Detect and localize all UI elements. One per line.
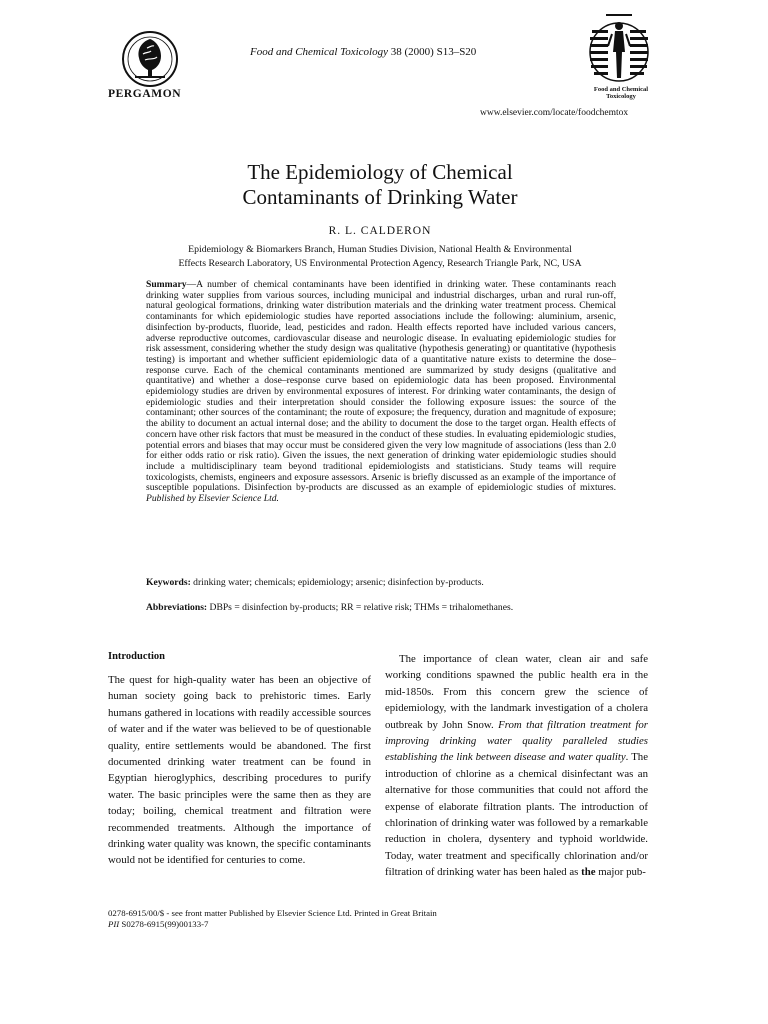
- journal-url[interactable]: www.elsevier.com/locate/foodchemtox: [480, 108, 629, 118]
- journal-citation: [250, 46, 476, 58]
- affiliation-line-2: Effects Research Laboratory, US Environmental Protection Agency, Research Triangle Park, NC, USA: [178, 258, 582, 269]
- article-author: R. L. CALDERON: [328, 225, 432, 237]
- summary-abstract: [146, 280, 616, 505]
- elsevier-tree-emblem-icon: [121, 30, 179, 88]
- right-paragraph-part-3: major pub-: [595, 866, 646, 879]
- right-paragraph-bold: the: [581, 866, 596, 879]
- keywords: [146, 577, 616, 588]
- right-paragraph-italic: From that filtration treatment for improving drinking water quality paralleled studies establishing the link between disease and water quality: [385, 718, 648, 764]
- body-column-right: [385, 651, 648, 881]
- summary-published-by: Published by Elsevier Science Ltd.: [146, 493, 279, 505]
- footer-pii-label: PII: [108, 918, 120, 929]
- keywords-label: Keywords:: [146, 577, 191, 588]
- affiliation-line-1: Epidemiology & Biomarkers Branch, Human Studies Division, National Health & Environmental: [188, 244, 572, 255]
- publisher-name: PERGAMON: [108, 88, 182, 100]
- author-affiliation: [120, 243, 640, 271]
- journal-figure-emblem-icon: [588, 12, 650, 86]
- summary-text: —A number of chemical contaminants have been identified in drinking water. These contaminants reach drinking water supplies from various sources, including municipal and industrial discharges, urban and rural run-off, natural geological formations, drinking water distribution materials and the drinking water treatment process. Chemical contaminants for which epidemiologic studies have reported associations include the following: aluminium, arsenic, disinfection by-products, fluoride, lead, pesticides and radon. Health effects reported have included various cancers, adverse reproductive outcomes, cardiovascular disease and neurologic disease. In evaluating epidemiologic studies for risk assessment, considering whether the study design was qualitative (hypothesis generating) or quantitative (hypothesis testing) is important and whether sufficient epidemiologic data of a quantitative nature exists to determine the dose–response curve. Each of the chemical contaminants mentioned are summarized by study designs (qualitative and quantitative) and whether a dose–response curve based on epidemiologic data has been proposed. Environmental epidemiology studies are driven by environmental exposures of interest. For drinking water contaminants, the design of epidemiologic studies and their interpretation should consider the following exposure issues: the source of the contaminant; other sources of the contaminant; the route of exposure; the frequency, duration and magnitude of exposure; the ability to document an actual internal dose; and the ability to document the dose to the target organ. Health effects of concern have other risk factors that must be measured in the conduct of these studies. In evaluating epidemiologic studies, potential errors and biases that may occur must be considered given the very low magnitude of associations (less than 2.0 for either odds ratio or risk ratio). Given the issues, the next generation of drinking water epidemiologic studies should include a multidisciplinary team beyond traditional epidemiologists and statisticians. Study teams will require toxicologists, chemists, engineers and exposure assessors. Arsenic is briefly discussed as an example of the importance of susceptible populations. Disinfection by-products are discussed as an example of epidemiologic studies of mixtures.: [146, 279, 616, 494]
- abbreviations: [146, 602, 616, 613]
- article-title: [120, 160, 640, 210]
- title-line-1: The Epidemiology of Chemical: [247, 160, 513, 184]
- abbreviations-label: Abbreviations:: [146, 602, 208, 613]
- abbreviations-text: DBPs = disinfection by-products; RR = relative risk; THMs = trihalomethanes.: [207, 602, 514, 613]
- footer-pii-line: [108, 919, 437, 930]
- title-line-2: Contaminants of Drinking Water: [242, 185, 518, 209]
- footer-pii-value: S0278-6915(99)00133-7: [119, 918, 209, 929]
- right-paragraph-part-2: . The introduction of chlorine as a chemical disinfectant was an alternative for those communities that could not afford the expense of elaborate filtration plants. The introduction of chlorination of drinking water was followed by a remarkable reduction in cholera, dysentery and typhoid worldwide. Today, water treatment and specifically chlorination and/or filtration of drinking water has been haled as: [385, 751, 648, 879]
- journal-logo-label: Food and Chemical Toxicology: [593, 86, 649, 100]
- body-column-left: The quest for high-quality water has been an objective of human society going back to prehistoric times. Early humans gathered in locations with readily accessible sources of water and if the water was believed to be of questionable quality, entire settlements would be abandoned. The first documented drinking water treatment can be found in Egyptian hieroglyphics, describing procedures to purify water. The basic principles were the same then as they are today; boiling, chemical treatment and filtration were recommended treatments. Although the importance of drinking water quality was known, the specific contaminants would not be identified for centuries to come.: [108, 674, 371, 867]
- footer-copyright-line: 0278-6915/00/$ - see front matter Published by Elsevier Science Ltd. Printed in Great Britain: [108, 908, 437, 918]
- summary-label: Summary: [146, 279, 187, 290]
- right-paragraph-part-1: The importance of clean water, clean air and safe working conditions spawned the public health era in the mid-1850s. From this concern grew the science of epidemiology, with the landmark investigation of a cholera outbreak by John Snow.: [385, 653, 648, 731]
- keywords-text: drinking water; chemicals; epidemiology; arsenic; disinfection by-products.: [190, 577, 484, 588]
- journal-volume-pages: 38 (2000) S13–S20: [390, 46, 477, 58]
- page-footer: [108, 908, 437, 929]
- section-heading-introduction: Introduction: [108, 651, 165, 662]
- publisher-logo: [121, 30, 179, 88]
- journal-name: Food and Chemical Toxicology: [250, 46, 388, 58]
